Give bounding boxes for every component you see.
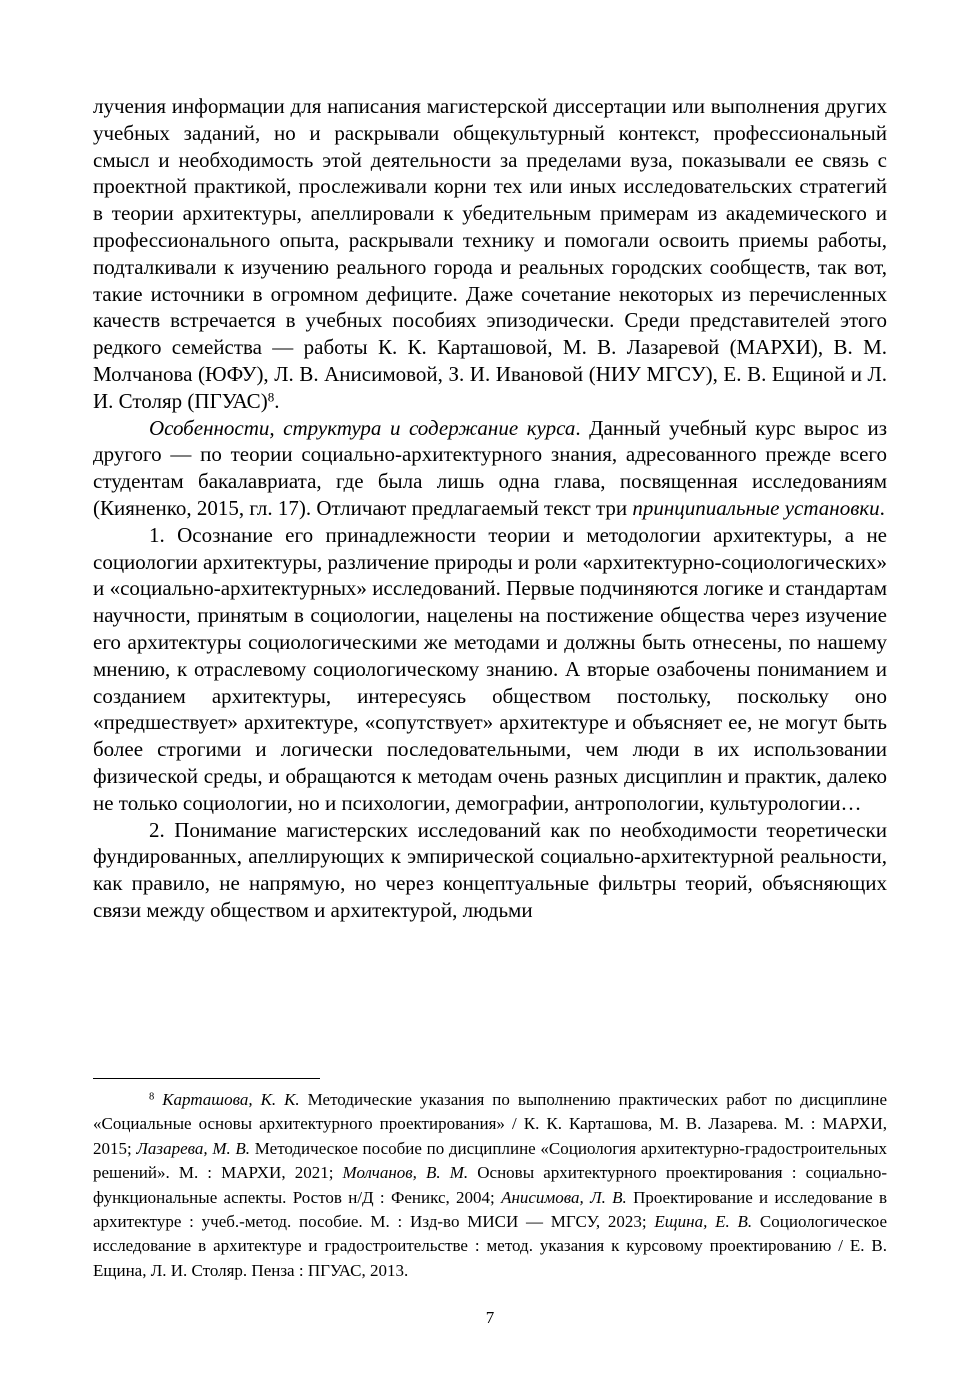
footnote-author: Ещина, Е. В. <box>654 1212 753 1232</box>
paragraph-end: . <box>879 495 885 520</box>
footnote-author: Карташова, К. К. <box>162 1090 300 1109</box>
body-text <box>93 93 887 924</box>
paragraph-continuation <box>93 93 887 415</box>
footnote-author: Молчанов, В. М. <box>342 1163 469 1183</box>
footnote-separator <box>93 1078 320 1079</box>
section-lead-in: Особенности, структура и содержание курса <box>149 415 576 440</box>
paragraph-principle-1: 1. Осознание его принадлежности теории и методологии архитектуры, а не социологии архитектуры, различение природы и роли «архитектурно-социологических» и «социально-архитектурных» исследований. Первые подчиняются логике и стандартам научности, принятым в социологии, нацелены на постижение общества через изучение его архитектуры социологическими же методами и должны быть отнесены, по нашему мнению, к отраслевому социологическому знанию. А вторые озабочены пониманием и созданием архитектуры, интересуясь обществом постольку, поскольку оно «предшествует» архитектуре, «сопутствует» архитектуре и объясняет ее, не могут быть более строгими и логически последовательными, чем люди в их использовании физической среды, и обращаются к методам очень разных дисциплин и практик, далеко не только социологии, но и психологии, демографии, антропологии, культурологии… <box>93 522 887 815</box>
emphasis-text: принципиальные установки <box>632 495 880 520</box>
page-number: 7 <box>485 1308 495 1327</box>
footnote-text: Методическое пособие по дисциплине «Социология архитектурно-градостроительных решений». М. : МАРХИ, 2021; <box>93 1138 887 1183</box>
page-content <box>93 93 887 924</box>
paragraph-text: . Данный учебный курс вырос из другого — по теории социально-архитектурного знания, адресованного прежде всего студентам бакалавриата, где была лишь одна глава, посвященная исследованиям (Кияненко, 2015, гл. 17). Отличают предлагаемый текст три <box>93 415 887 520</box>
footnote-author: Лазарева, М. В. <box>136 1138 251 1158</box>
footnote-text: Методические указания по выполнению практических работ по дисциплине «Социальные основы архитектурного проектирования» / К. К. Карташова, М. В. Лазарева. М. : МАРХИ, 2015; <box>93 1090 887 1158</box>
footnote-text: Основы архитектурного проектирования : социально-функциональные аспекты. Ростов н/Д : Феникс, 2004; <box>93 1163 887 1207</box>
footnote <box>93 1088 887 1283</box>
paragraph-end: . <box>274 388 280 413</box>
footnote-author: Анисимова, Л. В. <box>501 1187 627 1207</box>
paragraph-course-features <box>93 415 887 522</box>
footnote-number: 8 <box>149 1091 155 1103</box>
paragraph-text: лучения информации для написания магистерской диссертации или выполнения других учебных заданий, но и раскрывали общекультурный контекст, профессиональный смысл и необходимость этой деятельности за пределами вуза, показывали ее связь с проектной практикой, прослеживали корни тех или иных исследовательских стратегий в теории архитектуры, апеллировали к убедительным примерам из академического и профессионального опыта, раскрывали технику и помогали освоить приемы работы, подталкивали к изучению реального города и реальных городских сообществ, так вот, такие источники в огромном дефиците. Даже сочетание некоторых из перечисленных качеств встречается в учебных пособиях эпизодически. Среди представителей этого редкого семейства — работы К. К. Карташовой, М. В. Лазаревой (МАРХИ), В. М. Молчанова (ЮФУ), Л. В. Анисимовой, З. И. Ивановой (НИУ МГСУ), Е. В. Ещиной и Л. И. Столяр (ПГУАС) <box>93 94 887 413</box>
footnote-text: Проектирование и исследование в архитектуре : учеб.-метод. пособие. М. : Изд-во МИСИ — МГСУ, 2023; <box>93 1187 887 1232</box>
footnote-text: Социологическое исследование в архитектуре и градостроительстве : метод. указания к курсовому проектированию / Е. В. Ещина, Л. И. Столяр. Пенза : ПГУАС, 2013. <box>93 1212 888 1280</box>
footnote-reference[interactable]: 8 <box>267 389 275 405</box>
paragraph-principle-2: 2. Понимание магистерских исследований как по необходимости теоретически фундированных, апеллирующих к эмпирической социально-архитектурной реальности, как правило, не напрямую, но через концептуальные фильтры теорий, объясняющих связи между обществом и архитектурой, людьми <box>93 817 887 922</box>
